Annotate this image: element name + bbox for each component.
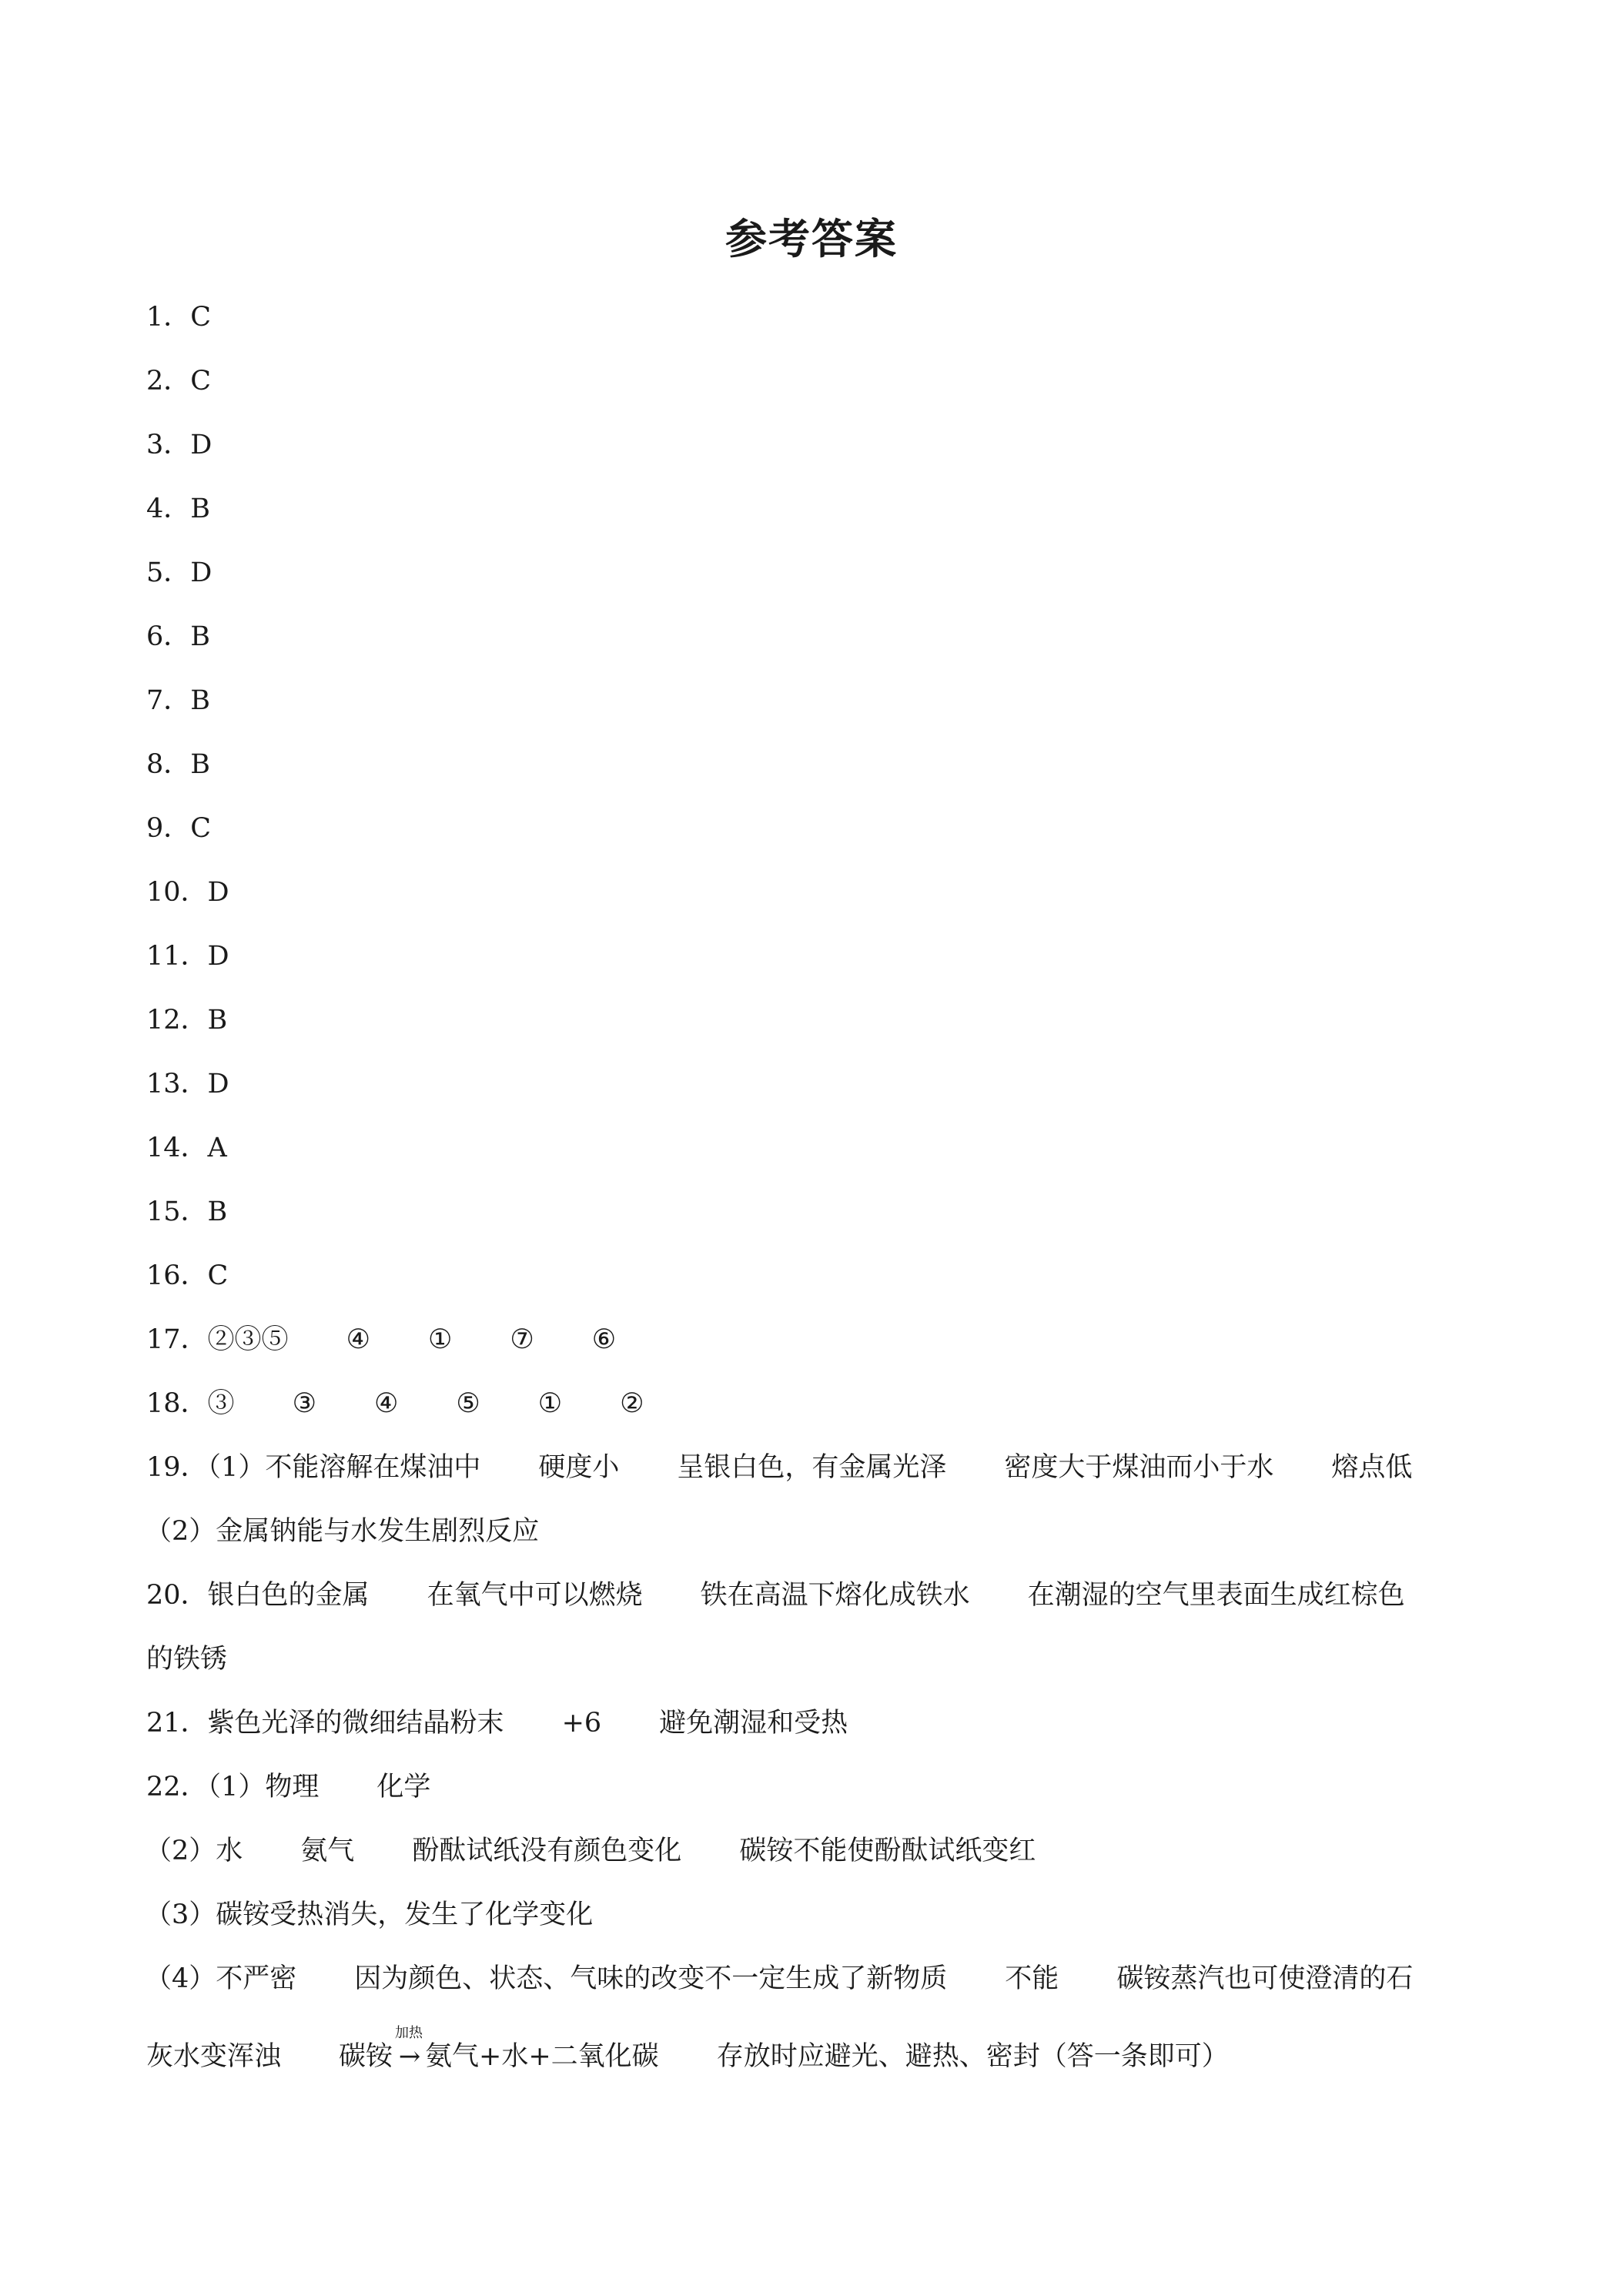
- answer-part: ②: [620, 1388, 644, 1419]
- answer-part: 密度大于煤油而小于水: [1004, 1452, 1274, 1483]
- answer-line: [146, 1193, 227, 1230]
- answer-line: [146, 1002, 227, 1039]
- answer-part: ⑦: [510, 1324, 534, 1355]
- question-number: 11．: [146, 941, 208, 972]
- answer-part: 呈银白色，有金属光泽: [677, 1452, 947, 1483]
- question-number: 14．: [146, 1133, 208, 1163]
- answer-part: ①: [537, 1388, 563, 1419]
- answer-line: [146, 746, 210, 783]
- question-number: 19．: [146, 1452, 208, 1483]
- answer-line-17: [146, 1321, 616, 1358]
- answer-line: [146, 363, 211, 400]
- answer-part: 硬度小: [538, 1452, 620, 1483]
- question-number: 6．: [146, 621, 191, 652]
- answer-part: 碳铵不能使酚酞试纸变红: [739, 1836, 1036, 1866]
- answer-line-21: [146, 1705, 848, 1742]
- question-number: 21．: [146, 1708, 208, 1739]
- answer-part: 酚酞试纸没有颜色变化: [412, 1836, 682, 1866]
- answer-part: 铁在高温下熔化成铁水: [700, 1580, 970, 1611]
- question-number: 2．: [146, 366, 191, 397]
- answer-part: （2）水: [145, 1836, 243, 1866]
- answer-line: [146, 938, 229, 975]
- answer-line-22-3: （3）碳铵受热消失，发生了化学变化: [145, 1899, 594, 1930]
- answer-part: ①: [427, 1324, 453, 1355]
- answer-choice: D: [190, 430, 212, 460]
- question-number: 22．: [146, 1772, 208, 1802]
- answer-line-20-cont: 的铁锈: [146, 1644, 228, 1675]
- answer-line: [146, 1130, 227, 1166]
- answer-part: 紫色光泽的微细结晶粉末: [207, 1708, 504, 1739]
- question-number: 8．: [146, 749, 191, 780]
- question-number: 9．: [146, 813, 191, 844]
- answer-choice: C: [190, 366, 212, 397]
- answer-line-22-4: [145, 1960, 1413, 1997]
- answer-line-20: [146, 1577, 1405, 1614]
- question-number: 4．: [146, 494, 191, 524]
- answer-part: ③: [292, 1388, 316, 1419]
- answer-part: 熔点低: [1331, 1452, 1413, 1483]
- answer-line-22: [146, 1769, 430, 1806]
- answer-line: [146, 554, 212, 591]
- question-number: 12．: [146, 1005, 208, 1036]
- answer-line: [146, 1257, 228, 1294]
- answer-choice: C: [190, 813, 212, 844]
- question-number: 7．: [146, 685, 191, 716]
- answer-line: [146, 427, 212, 464]
- answer-line-19-cont: （2）金属钠能与水发生剧烈反应: [145, 1516, 540, 1547]
- answer-choice: A: [207, 1133, 227, 1163]
- answer-choice: C: [190, 302, 212, 333]
- answer-part: 灰水变浑浊: [146, 2041, 282, 2072]
- answer-part: 不能: [1005, 1963, 1059, 1994]
- answer-line-18: [146, 1385, 644, 1422]
- answer-part: 因为颜色、状态、气味的改变不一定生成了新物质: [354, 1963, 948, 1994]
- reaction-condition: 加热: [395, 2025, 423, 2041]
- question-number: 18．: [146, 1388, 208, 1419]
- answer-line: [146, 1066, 229, 1103]
- question-number: 1．: [146, 302, 191, 333]
- question-number: 20．: [146, 1580, 208, 1611]
- answer-choice: B: [190, 494, 211, 524]
- question-number: 5．: [146, 557, 191, 588]
- answer-choice: B: [190, 749, 211, 780]
- answer-part: 避免潮湿和受热: [659, 1708, 848, 1739]
- answer-line: [146, 618, 210, 655]
- answer-part: 化学: [376, 1772, 431, 1802]
- question-number: 17．: [146, 1324, 208, 1355]
- answer-part: ⑥: [591, 1324, 617, 1355]
- answer-line-19: [146, 1449, 1412, 1486]
- answer-part: （1）不能溶解在煤油中: [207, 1452, 481, 1483]
- answer-part: 在潮湿的空气里表面生成红棕色: [1027, 1580, 1405, 1611]
- question-number: 13．: [146, 1069, 208, 1099]
- answer-part: （1）物理: [207, 1772, 320, 1802]
- answer-part: +6: [561, 1708, 602, 1739]
- answer-line-22-2: [145, 1832, 1036, 1869]
- answer-line-22-5: [146, 2025, 1229, 2075]
- answer-part: ⑤: [456, 1388, 480, 1419]
- answer-part: ③: [207, 1388, 235, 1419]
- answer-line: [146, 682, 210, 719]
- answer-choice: D: [207, 941, 229, 972]
- answer-part: ②③⑤: [207, 1324, 289, 1355]
- question-number: 10．: [146, 877, 208, 908]
- answer-choice: B: [190, 685, 211, 716]
- answer-part: 碳铵: [339, 2041, 393, 2072]
- answer-choice: D: [207, 877, 229, 908]
- answer-part: 银白色的金属: [207, 1580, 370, 1611]
- answer-part: （4）不严密: [145, 1963, 297, 1994]
- answer-line: [146, 810, 211, 847]
- answer-choice: C: [207, 1260, 229, 1291]
- answer-line: [146, 299, 211, 336]
- answer-choice: B: [207, 1005, 228, 1036]
- answer-line: [146, 874, 229, 911]
- question-number: 15．: [146, 1197, 208, 1227]
- question-number: 16．: [146, 1260, 208, 1291]
- answer-part: 氨气+水+二氧化碳: [425, 2041, 659, 2072]
- answer-part: 碳铵蒸汽也可使澄清的石: [1116, 1963, 1414, 1994]
- answer-part: 氨气: [300, 1836, 355, 1866]
- answer-part: 在氧气中可以燃烧: [427, 1580, 643, 1611]
- answer-part: ④: [373, 1388, 399, 1419]
- page-title: 参考答案: [725, 215, 898, 263]
- answer-choice: D: [207, 1069, 229, 1099]
- answer-choice: B: [190, 621, 211, 652]
- answer-choice: B: [207, 1197, 228, 1227]
- answer-part: ④: [346, 1324, 370, 1355]
- answer-choice: D: [190, 557, 212, 588]
- answer-part: 存放时应避光、避热、密封（答一条即可）: [716, 2041, 1229, 2072]
- reaction-arrow-icon: 加热 →: [393, 2039, 425, 2070]
- answer-line: [146, 490, 210, 527]
- question-number: 3．: [146, 430, 191, 460]
